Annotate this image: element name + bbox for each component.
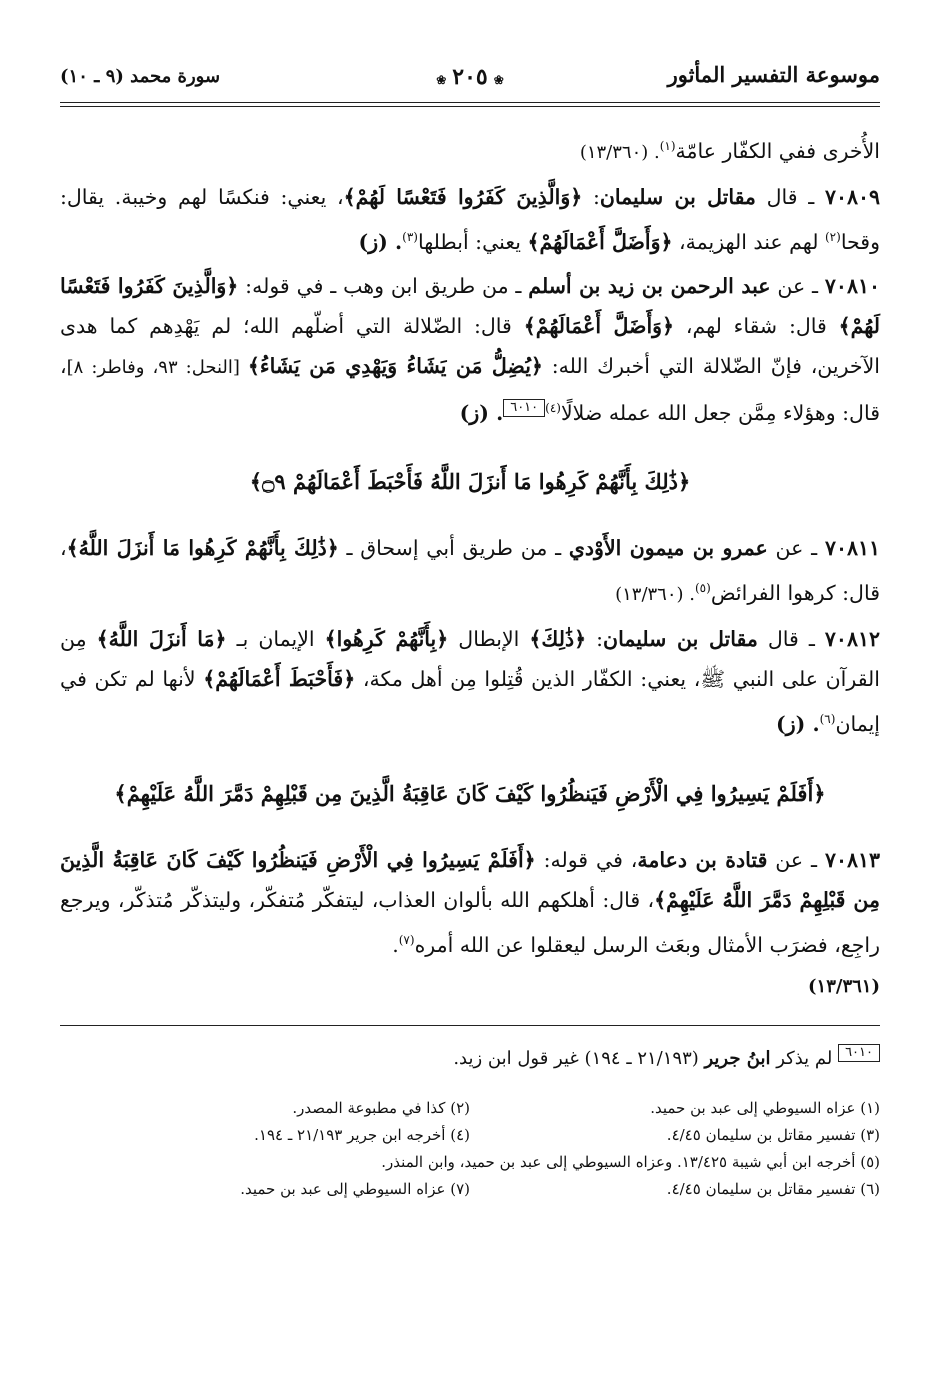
volume-ref: . (١٣/٣٦٠) (579, 141, 660, 163)
volume-ref: . (١٣/٣٦٠) (615, 584, 695, 606)
main-text (60, 126, 880, 1007)
quran-quote: ﴿يُضِلُّ مَن يَشَاءُ وَيَهْدِي مَن يَشَاءُ﴾ (247, 353, 543, 378)
text: ، قال: وهؤلاء مِمَّن جعل الله عمله ضلالًا (60, 353, 880, 425)
footnotes (60, 1095, 880, 1203)
text: ، يعني: فنكسًا لهم وخيبة. يقال: وقحا (60, 184, 880, 254)
source-mark: . (ز) (459, 400, 504, 425)
text: : (586, 627, 604, 652)
text: ـ عن (770, 273, 825, 298)
text: ، قال: أهلكهم الله بألوان العذاب، ليتفكّر مُتفكّر، وليتذكّر مُتذكّر، ويرجع راجِع، فضرَب الأمثال وبعَث الرسل ليعقلوا عن الله أمره (60, 888, 880, 957)
entry-70812 (60, 619, 880, 744)
footnote-ref: (٢) (824, 229, 841, 244)
text: لأنها لم تكن في إيمان (60, 667, 880, 737)
footnote-6: (٦) تفسير مقاتل بن سليمان ٤/٤٥. (666, 1179, 880, 1198)
footnote-row (60, 1095, 880, 1122)
entry-number: ٧٠٨١٢ (824, 627, 880, 652)
text: ـ من طريق ابن وهب ـ في قوله: (238, 273, 529, 298)
editor-comment (60, 1044, 880, 1069)
text: ـ قال (755, 184, 825, 209)
text: مِن القرآن على النبي ﷺ، يعني: الكفّار الذين قُتِلوا مِن أهل مكة، (60, 627, 880, 692)
quran-quote: ﴿بِأَنَّهُمْ كَرِهُوا﴾ (324, 627, 449, 652)
comment-box-ref: ٦٠١٠ (503, 399, 545, 417)
quran-quote: ﴿وَأَضَلَّ أَعْمَالَهُمْ﴾ (523, 313, 675, 338)
narrator-name: عبد الرحمن بن زيد بن أسلم (528, 273, 771, 298)
text: ـ من طريق أبي إسحاق ـ (338, 536, 569, 561)
text: ـ عن (767, 848, 825, 873)
page (60, 56, 880, 1203)
quran-quote: ﴿أَفَلَمْ يَسِيرُوا فِي الْأَرْضِ فَيَنظُرُوا كَيْفَ كَانَ عَاقِبَةُ الَّذِينَ مِن قَبْلِهِمْ دَمَّرَ اللَّهُ عَلَيْهِمْ﴾ (60, 848, 880, 913)
entry-number: ٧٠٨٠٩ (824, 184, 880, 209)
page-number-wrap (430, 64, 510, 90)
text: . (392, 932, 399, 957)
scholar-name: ابنُ جرير (704, 1047, 771, 1069)
entry-70809 (60, 177, 880, 262)
text: ، في قوله: (535, 848, 638, 873)
footnote-row (60, 1176, 880, 1203)
source-mark: . (ز) (358, 229, 403, 254)
text: ، قال: كرهوا الفرائض (60, 536, 880, 606)
quran-quote: ﴿مَا أَنزَلَ اللَّهُ﴾ (96, 627, 227, 652)
footnote-1: (١) عزاه السيوطي إلى عبد بن حميد. (650, 1098, 880, 1117)
entry-number: ٧٠٨١٣ (824, 848, 880, 873)
source-mark: . (ز) (776, 712, 820, 737)
surah-citation: [النحل: ٩٣، وفاطر: ٨] (66, 356, 248, 378)
text: لم يذكر (770, 1047, 839, 1069)
footnote-ref: (٧) (398, 933, 415, 948)
footnote-5: (٥) أخرجه ابن أبي شيبة ١٣/٤٢٥. وعزاه السيوطي إلى عبد بن حميد، وابن المنذر. (381, 1152, 880, 1171)
text: قال: شقاء لهم، (674, 313, 839, 338)
text: الإيمان بـ (226, 627, 325, 652)
text: الأُخرى ففي الكفّار عامّة (675, 138, 880, 163)
quran-quote: ﴿ذَٰلِكَ﴾ (529, 627, 587, 652)
footnote-ref: (١) (659, 139, 676, 153)
narrator-name: عمرو بن ميمون الأَوْدي (568, 536, 768, 561)
text: : (582, 184, 600, 209)
text: ـ قال (757, 627, 825, 652)
book-title: موسوعة التفسير المأثور (667, 62, 880, 87)
footnote-ref: (٤) (545, 400, 561, 415)
ornament-icon: ❀ (493, 73, 504, 87)
ornament-icon: ❀ (436, 73, 447, 87)
footnote-2: (٢) كذا في مطبوعة المصدر. (292, 1098, 470, 1117)
quran-quote: ﴿وَالَّذِينَ كَفَرُوا فَتَعْسًا لَهُمْ﴾ (60, 273, 880, 338)
entry-number: ٧٠٨١١ (824, 536, 880, 561)
footnote-3: (٣) تفسير مقاتل بن سليمان ٤/٤٥. (666, 1125, 880, 1144)
text: (٢١/١٩٣ ـ ١٩٤) غير قول ابن زيد. (453, 1047, 705, 1069)
footnote-ref: (٦) (819, 712, 836, 727)
footnote-4: (٤) أخرجه ابن جرير ٢١/١٩٣ ـ ١٩٤. (254, 1125, 470, 1144)
quran-quote: ﴿فَأَحْبَطَ أَعْمَالَهُمْ﴾ (203, 667, 356, 692)
verse-heading: ﴿أَفَلَمْ يَسِيرُوا فِي الْأَرْضِ فَيَنظُرُوا كَيْفَ كَانَ عَاقِبَةُ الَّذِينَ مِن قَبْلِهِمْ دَمَّرَ اللَّهُ عَلَيْهِمْ﴾ (114, 781, 826, 807)
comment-box-number: ٦٠١٠ (838, 1044, 880, 1062)
footnote-ref: (٥) (694, 581, 711, 596)
footnote-separator (60, 1025, 880, 1026)
section-title: سورة محمد (٩ ـ ١٠) (60, 66, 221, 87)
volume-ref: (١٣/٣٦١) (808, 975, 880, 997)
header-rule (60, 102, 880, 103)
text: ـ عن (767, 536, 825, 561)
page-number: ٢٠٥ (452, 64, 488, 90)
footnote-ref: (٣) (402, 229, 418, 244)
footnote-row (60, 1122, 880, 1149)
quran-quote: ﴿وَالَّذِينَ كَفَرُوا فَتَعْسًا لَهُمْ﴾ (343, 184, 583, 209)
verse-heading: ﴿ذَٰلِكَ بِأَنَّهُمْ كَرِهُوا مَا أَنزَلَ اللَّهُ فَأَحْبَطَ أَعْمَالَهُمْ ۝٩﴾ (249, 469, 691, 495)
text: يعني: أبطلها (417, 229, 528, 254)
text: قال: الضّلالة التي أضلّهم الله؛ لم يَهْدِهم كما هدى الآخرين، فإنّ الضّلالة التي أخبرك الله: (60, 313, 880, 378)
quran-quote: ﴿وَأَضَلَّ أَعْمَالَهُمْ﴾ (527, 229, 673, 254)
entry-70810 (60, 266, 880, 433)
narrator-name: مقاتل بن سليمان (603, 627, 758, 652)
entry-number: ٧٠٨١٠ (824, 273, 880, 298)
entry-70813 (60, 840, 880, 1007)
entry-70811 (60, 528, 880, 615)
page-header (60, 56, 880, 102)
text: لهم عند الهزيمة، (672, 229, 825, 254)
footnote-7: (٧) عزاه السيوطي إلى عبد بن حميد. (240, 1179, 470, 1198)
text: الإبطال (448, 627, 530, 652)
footnote-row (60, 1149, 880, 1176)
header-rule-thin (60, 106, 880, 107)
narrator-name: قتادة بن دعامة (637, 848, 768, 873)
quran-quote: ﴿ذَٰلِكَ بِأَنَّهُمْ كَرِهُوا مَا أَنزَلَ اللَّهُ﴾ (66, 536, 339, 561)
paragraph-continuation (60, 126, 880, 173)
narrator-name: مقاتل بن سليمان (599, 184, 756, 209)
